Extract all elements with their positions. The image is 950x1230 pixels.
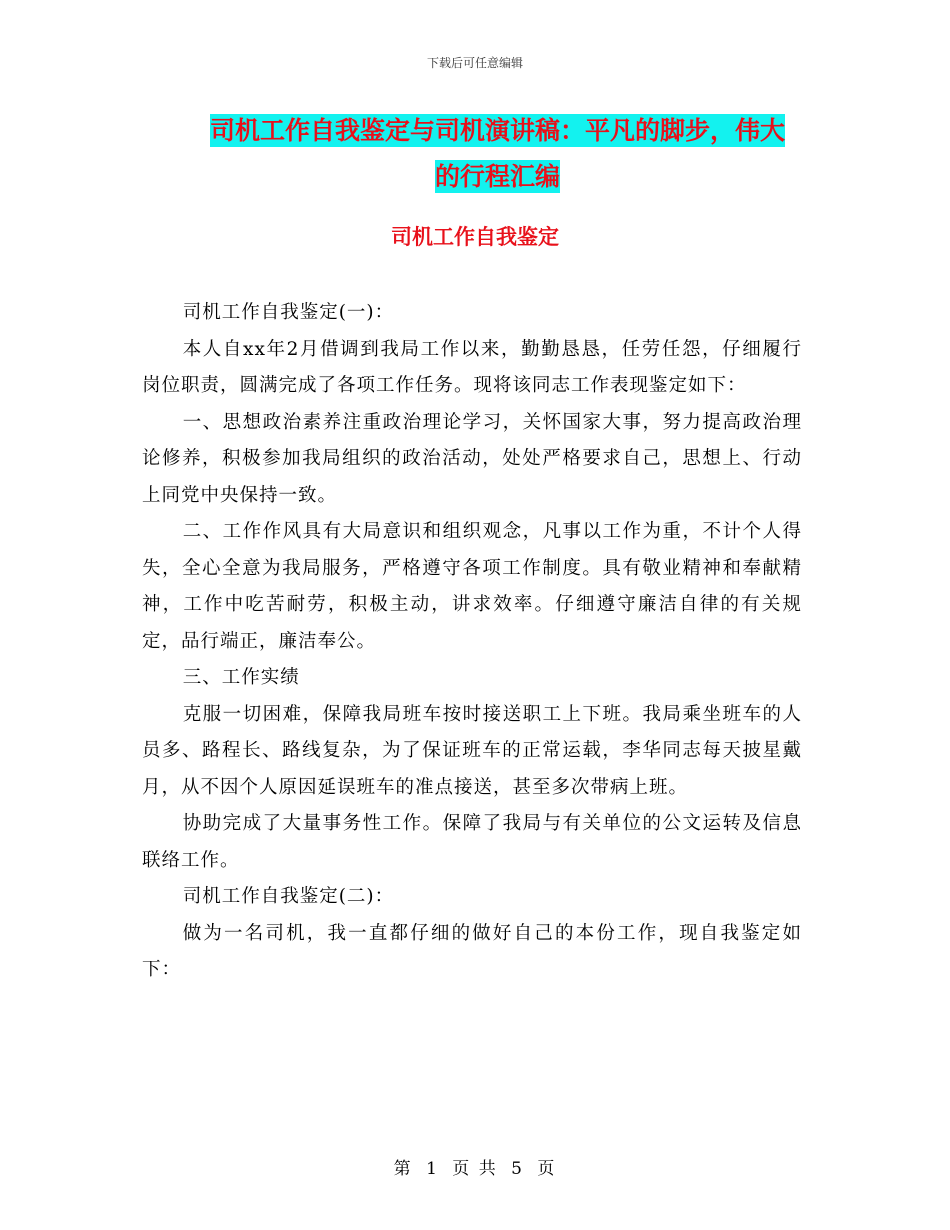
page-footer <box>0 1154 950 1179</box>
paragraph: 本人自xx年2月借调到我局工作以来，勤勤恳恳，任劳任怨，仔细履行岗位职责，圆满完成了各项工作任务。现将该同志工作表现鉴定如下： <box>142 338 802 396</box>
paragraph: 二、工作作风具有大局意识和组织观念，凡事以工作为重，不计个人得失，全心全意为我局服务，严格遵守各项工作制度。具有敬业精神和奉献精神，工作中吃苦耐劳，积极主动，讲求效率。仔细遵守廉洁自律的有关规定，品行端正，廉洁奉公。 <box>142 521 802 652</box>
document-title-line-1: 司机工作自我鉴定与司机演讲稿：平凡的脚步，伟大 <box>209 116 785 145</box>
footer-page-suffix: 页 <box>537 1159 557 1179</box>
footer-page-number: 1 <box>426 1159 439 1179</box>
paragraph: 克服一切困难，保障我局班车按时接送职工上下班。我局乘坐班车的人员多、路程长、路线复杂，为了保证班车的正常运载，李华同志每天披星戴月，从不因个人原因延误班车的准点接送，甚至多次带病上班。 <box>142 703 802 798</box>
paragraph: 司机工作自我鉴定(一)： <box>182 302 395 323</box>
paragraph: 司机工作自我鉴定(二)： <box>182 886 395 907</box>
header-note: 下载后可任意编辑 <box>426 56 523 70</box>
document-title <box>190 108 805 200</box>
footer-page-prefix: 第 <box>393 1159 413 1179</box>
paragraph: 协助完成了大量事务性工作。保障了我局与有关单位的公文运转及信息联络工作。 <box>142 813 802 871</box>
section-heading: 司机工作自我鉴定 <box>391 225 559 249</box>
footer-page-total: 5 <box>511 1159 524 1179</box>
paragraph: 三、工作实绩 <box>182 667 300 688</box>
paragraph: 一、思想政治素养注重政治理论学习，关怀国家大事，努力提高政治理论修养，积极参加我局组织的政治活动，处处严格要求自己，思想上、行动上同党中央保持一致。 <box>142 411 802 506</box>
footer-page-mid: 页 共 <box>452 1159 498 1179</box>
document-body <box>142 295 802 989</box>
document-title-line-2: 的行程汇编 <box>434 162 560 191</box>
paragraph: 做为一名司机，我一直都仔细的做好自己的本份工作，现自我鉴定如下： <box>142 922 802 980</box>
